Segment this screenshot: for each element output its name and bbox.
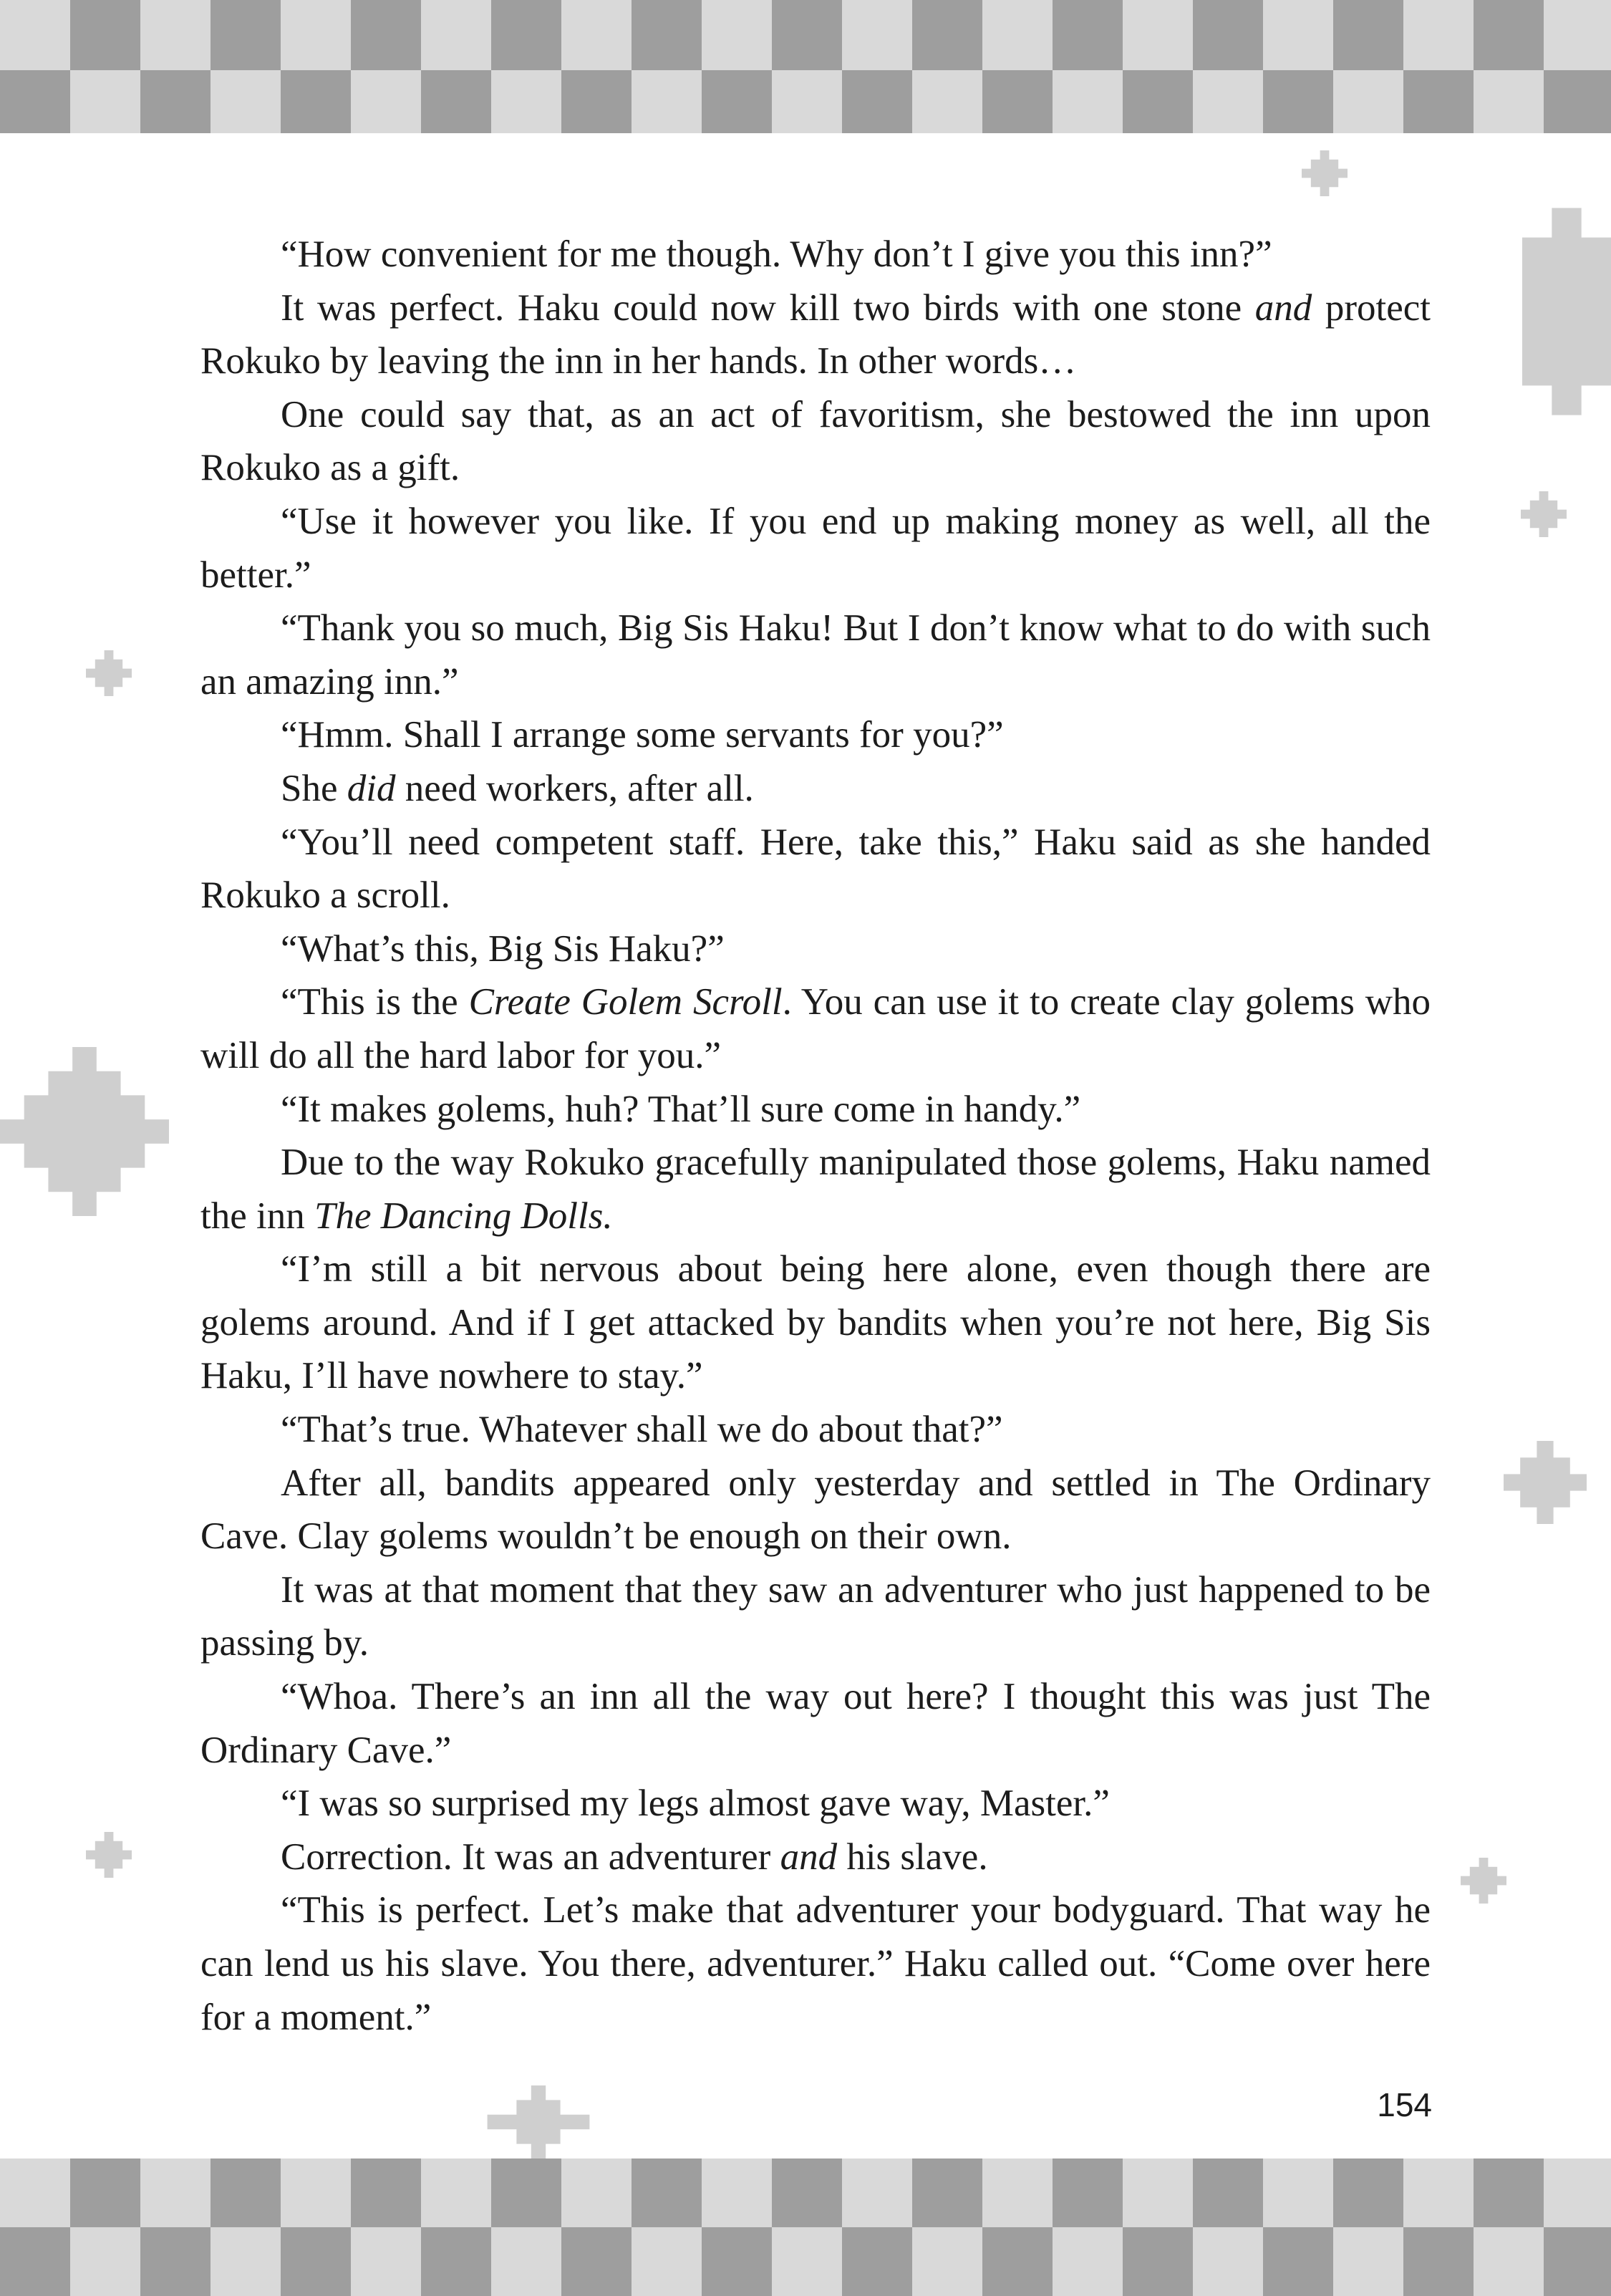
paragraph: She did need workers, after all. bbox=[281, 767, 754, 809]
paragraph: “Whoa. There’s an inn all the way out here? I thought this was just The Ordinary Cave.” bbox=[200, 1676, 1431, 1771]
paragraph: “This is the Create Golem Scroll. You can use it to create clay golems who will do all the hard labor for you.” bbox=[200, 981, 1431, 1076]
paragraph: “That’s true. Whatever shall we do about that?” bbox=[281, 1409, 1003, 1451]
paragraph: “Hmm. Shall I arrange some servants for you?” bbox=[281, 714, 1004, 756]
paragraph: Correction. It was an adventurer and his slave. bbox=[281, 1836, 988, 1878]
paragraph: “This is perfect. Let’s make that adventurer your bodyguard. That way he can lend us his slave. You there, adventurer.” Haku called out. “Come over here for a moment.” bbox=[200, 1889, 1431, 2038]
sparkle-icon bbox=[0, 1047, 169, 1216]
paragraph: It was at that moment that they saw an adventurer who just happened to be passing by. bbox=[200, 1568, 1431, 1664]
sparkle-icon bbox=[1461, 1858, 1506, 1904]
sparkle-icon bbox=[86, 1832, 132, 1878]
sparkle-icon bbox=[483, 2085, 594, 2158]
sparkle-icon bbox=[1504, 1441, 1587, 1524]
paragraph: One could say that, as an act of favoritism, she bestowed the inn upon Rokuko as a gift. bbox=[200, 393, 1431, 489]
sparkle-icon bbox=[1302, 150, 1348, 196]
page-number: 154 bbox=[1377, 2086, 1432, 2123]
paragraph: After all, bandits appeared only yesterday and settled in The Ordinary Cave. Clay golems wouldn’t be enough on their own. bbox=[200, 1462, 1431, 1558]
paragraph: “It makes golems, huh? That’ll sure come in handy.” bbox=[281, 1088, 1081, 1130]
body-text bbox=[200, 228, 1431, 2044]
sparkle-icon bbox=[1521, 491, 1567, 537]
sparkle-icon bbox=[86, 650, 132, 696]
paragraph: Due to the way Rokuko gracefully manipulated those golems, Haku named the inn The Dancing Dolls. bbox=[200, 1142, 1431, 1237]
paragraph: “I was so surprised my legs almost gave way, Master.” bbox=[281, 1783, 1110, 1825]
paragraph: “You’ll need competent staff. Here, take this,” Haku said as she handed Rokuko a scroll. bbox=[200, 821, 1431, 917]
paragraph: It was perfect. Haku could now kill two birds with one stone and protect Rokuko by leaving the inn in her hands. In other words… bbox=[200, 286, 1431, 382]
paragraph: “I’m still a bit nervous about being here alone, even though there are golems around. And if I get attacked by bandits when you’re not here, Big Sis Haku, I’ll have nowhere to stay.” bbox=[200, 1248, 1431, 1397]
bottom-checker-border bbox=[0, 2158, 1611, 2296]
paragraph: “How convenient for me though. Why don’t I give you this inn?” bbox=[281, 233, 1272, 275]
paragraph: “What’s this, Big Sis Haku?” bbox=[281, 927, 725, 970]
sparkle-icon bbox=[1522, 258, 1611, 365]
paragraph: “Use it however you like. If you end up making money as well, all the better.” bbox=[200, 500, 1431, 596]
paragraph: “Thank you so much, Big Sis Haku! But I don’t know what to do with such an amazing inn.” bbox=[200, 607, 1431, 703]
top-checker-border bbox=[0, 0, 1611, 133]
